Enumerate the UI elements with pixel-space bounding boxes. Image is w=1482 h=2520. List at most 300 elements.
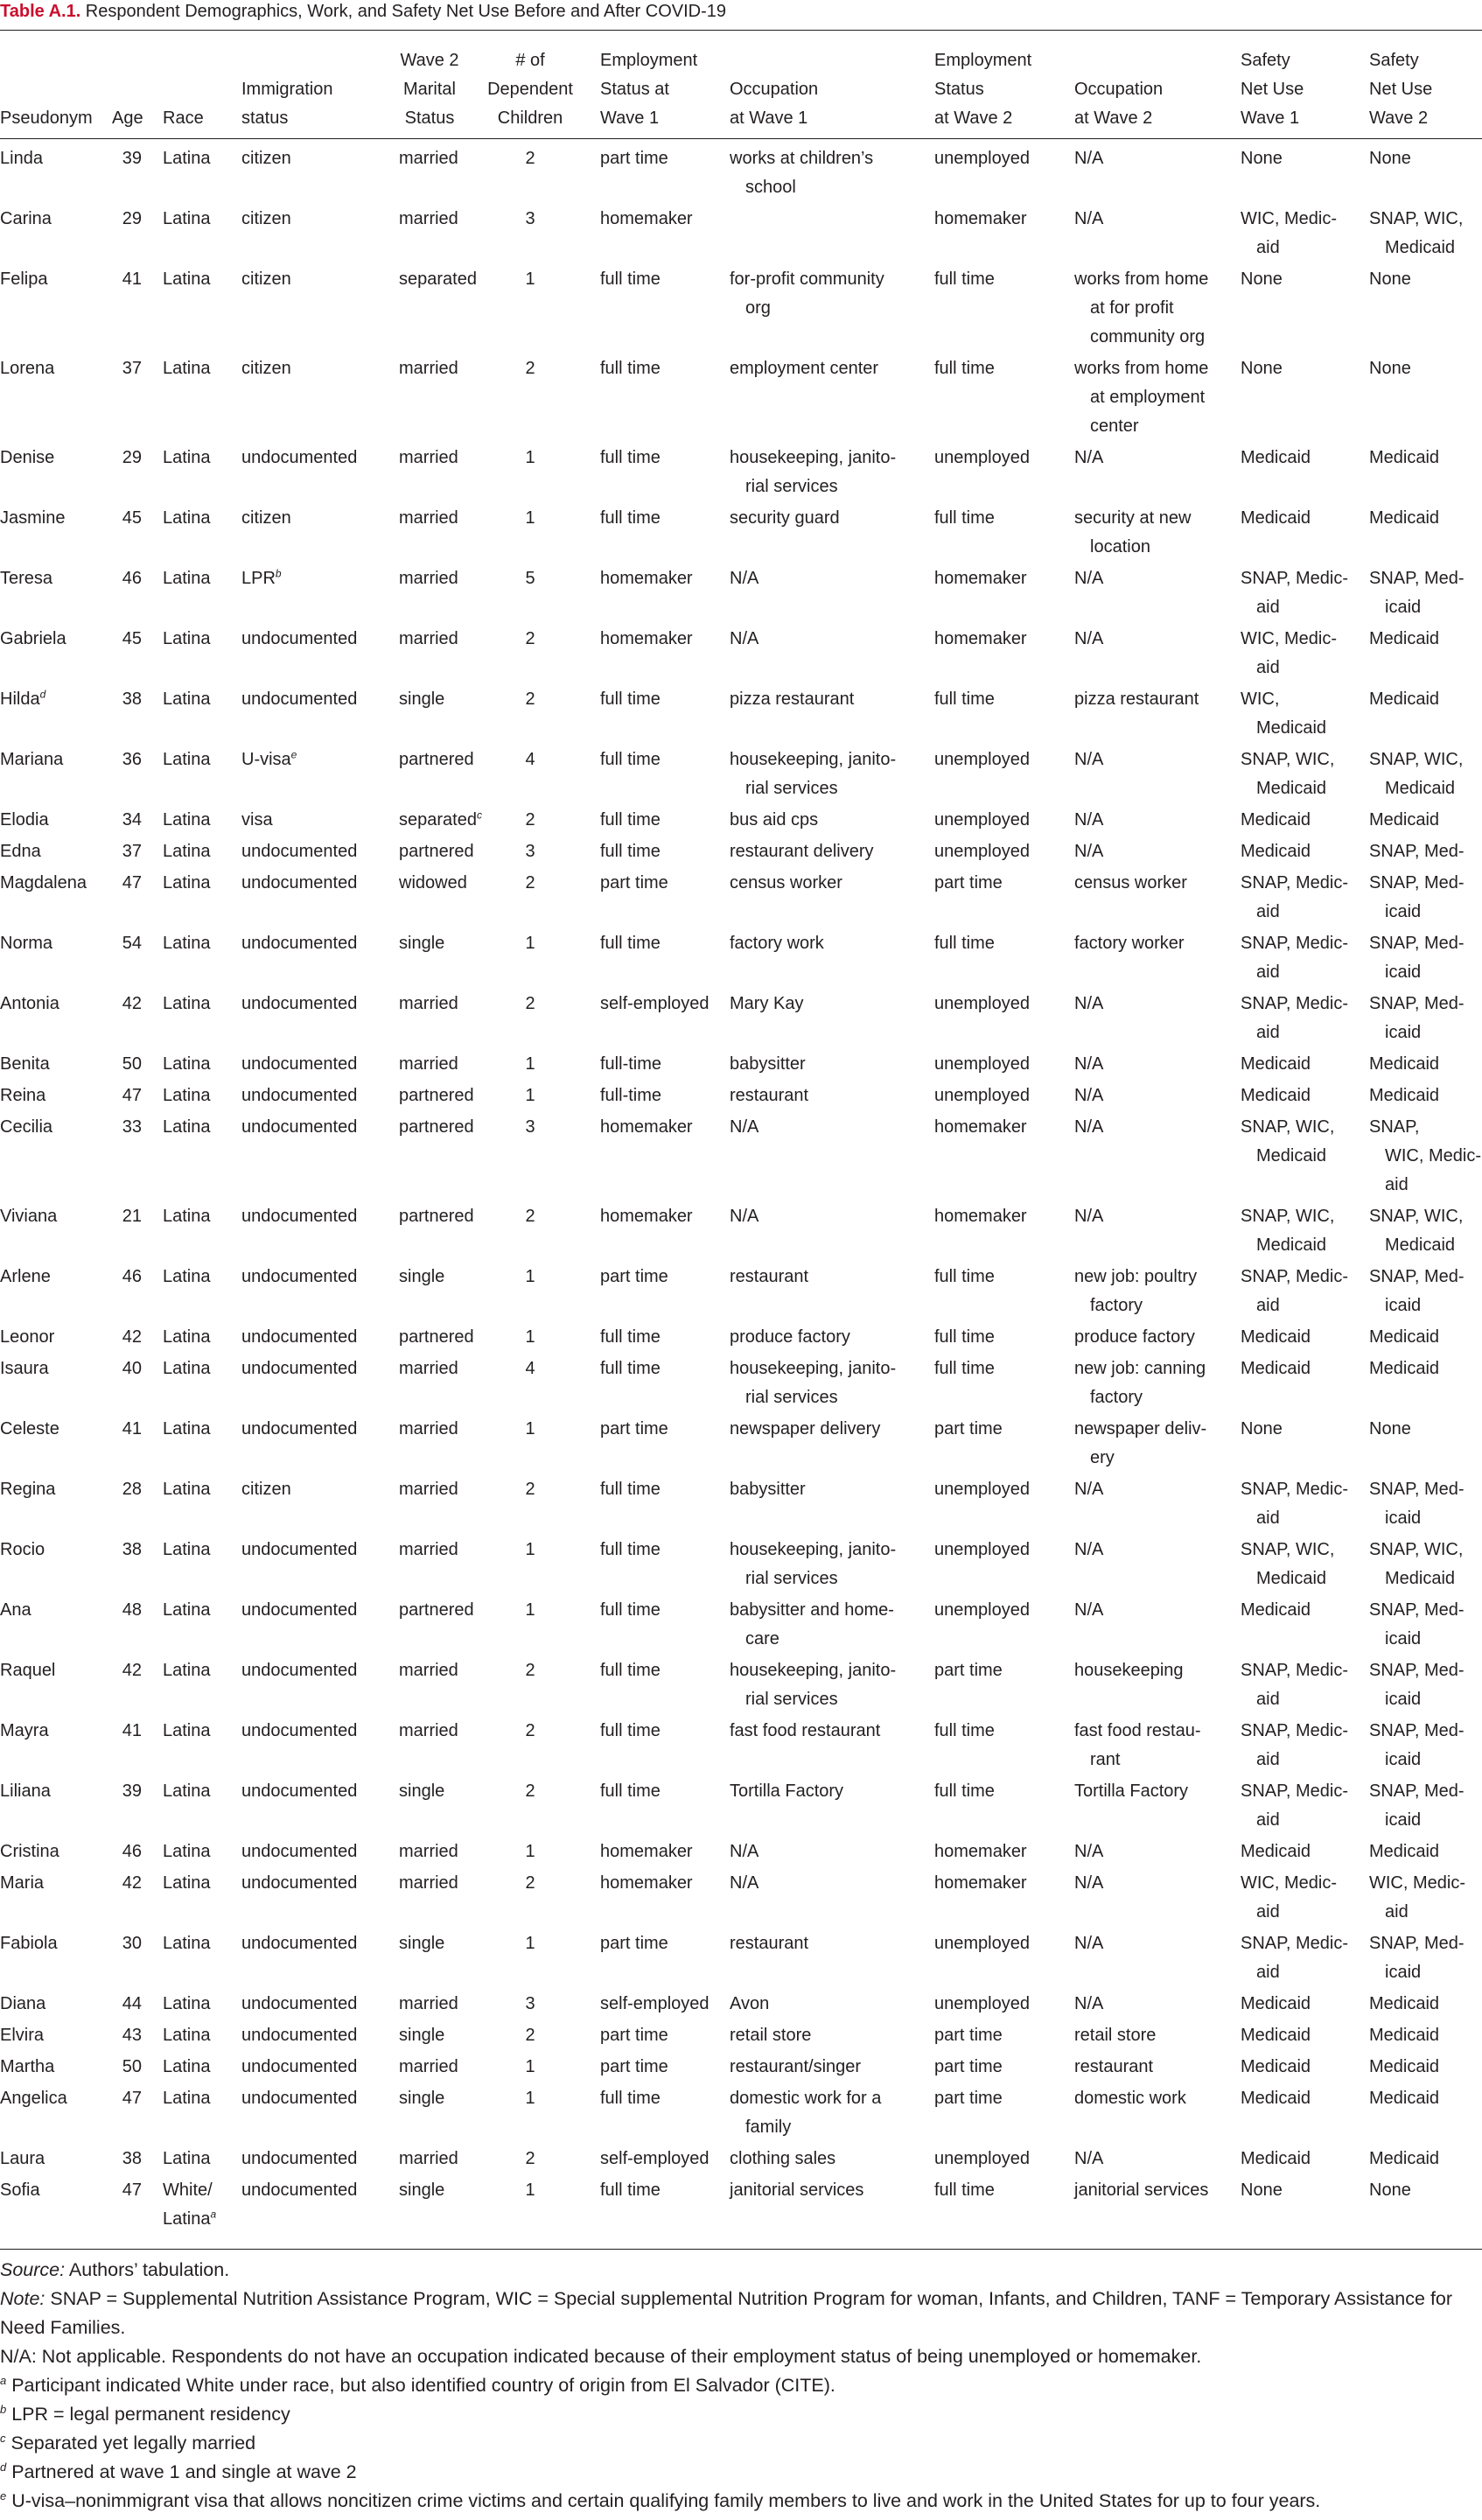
cell-occ1 xyxy=(730,746,934,803)
cell-emp2: full time xyxy=(934,934,995,953)
table-header-rule xyxy=(0,138,1482,139)
cell-pseudonym: Norma xyxy=(0,934,53,953)
cell-line: N/A xyxy=(730,569,759,588)
cell-marital: single xyxy=(399,1782,445,1801)
cell-emp1: homemaker xyxy=(600,1873,693,1893)
cell-immigration: citizen xyxy=(241,508,291,528)
cell-occ1 xyxy=(730,685,934,714)
cell-line: SNAP, WIC, xyxy=(1241,1540,1335,1559)
cell-occ2 xyxy=(1074,806,1241,835)
cell-pseudonym: Diana xyxy=(0,1994,46,2013)
cell-line: fast food restaurant xyxy=(730,1721,881,1740)
cell-line: N/A xyxy=(1074,448,1104,467)
cell-line: at for profit xyxy=(1090,298,1174,318)
cell-emp2: homemaker xyxy=(934,1873,1027,1893)
cell-emp2: unemployed xyxy=(934,810,1030,830)
cell-immigration: citizen xyxy=(241,1480,291,1499)
cell-snu2 xyxy=(1369,990,1482,1047)
cell-snu1 xyxy=(1241,2176,1369,2205)
table-row xyxy=(0,1717,1482,1777)
column-header-line: Safety xyxy=(1241,51,1290,70)
cell-line: restaurant xyxy=(1074,2057,1154,2076)
cell-race: Latina xyxy=(163,629,211,648)
cell-pseudonym: Rocio xyxy=(0,1540,45,1559)
cell-occ2 xyxy=(1074,1475,1241,1504)
cell-snu1 xyxy=(1241,1777,1369,1835)
table-row xyxy=(0,625,1482,685)
cell-line: icaid xyxy=(1385,598,1422,617)
cell-snu1 xyxy=(1241,806,1369,835)
cell-race: Latina xyxy=(163,1842,211,1861)
cell-marital: single xyxy=(399,934,445,953)
cell-line: N/A xyxy=(730,1873,759,1893)
cell-pseudonym: Jasmine xyxy=(0,508,66,528)
cell-snu2 xyxy=(1369,2145,1482,2174)
cell-race: Latina xyxy=(163,1782,211,1801)
cell-line: N/A xyxy=(1074,842,1104,861)
cell-race: Latina xyxy=(163,1994,211,2013)
cell-occ1 xyxy=(730,1929,934,1958)
cell-race: Latina xyxy=(163,934,211,953)
cell-emp1: homemaker xyxy=(600,209,693,228)
cell-snu2 xyxy=(1369,1354,1482,1383)
cell-snu2 xyxy=(1369,1082,1482,1110)
cell-pseudonym: Linda xyxy=(0,149,43,168)
cell-emp2: unemployed xyxy=(934,448,1030,467)
cell-line: Medicaid xyxy=(1241,1327,1311,1347)
cell-age: 29 xyxy=(122,448,142,467)
cell-line: aid xyxy=(1256,598,1280,617)
cell-race: Latina xyxy=(163,1721,211,1740)
cell-immigration: undocumented xyxy=(241,2180,358,2200)
cell-snu1 xyxy=(1241,144,1369,173)
cell-race: Latina xyxy=(163,1054,211,1074)
cell-marital: married xyxy=(399,1359,458,1378)
cell-line: Medicaid xyxy=(1369,2026,1440,2045)
cell-occ2 xyxy=(1074,1415,1241,1473)
cell-marital: single xyxy=(399,2180,445,2200)
cell-age: 41 xyxy=(122,270,142,289)
cell-race: Latina xyxy=(163,1480,211,1499)
cell-occ1 xyxy=(730,837,934,866)
cell-line: Medicaid xyxy=(1385,238,1456,257)
cell-snu2 xyxy=(1369,1536,1482,1593)
cell-line: factory xyxy=(1090,1388,1143,1407)
cell-snu1 xyxy=(1241,837,1369,866)
cell-children: 1 xyxy=(525,1327,535,1347)
cell-line: icaid xyxy=(1385,1296,1422,1315)
cell-line: Medicaid xyxy=(1369,1842,1440,1861)
cell-line: center xyxy=(1090,416,1139,436)
column-header-line: Wave 1 xyxy=(1241,108,1300,128)
cell-line: None xyxy=(1369,1419,1411,1438)
cell-children: 2 xyxy=(525,994,535,1013)
cell-emp2: unemployed xyxy=(934,1600,1030,1620)
cell-line: factory worker xyxy=(1074,934,1185,953)
cell-line: Medicaid xyxy=(1241,2057,1311,2076)
cell-race: Latina xyxy=(163,1600,211,1620)
cell-snu2 xyxy=(1369,265,1482,294)
table-row xyxy=(0,1777,1482,1838)
cell-line: None xyxy=(1241,1419,1283,1438)
column-header-line: Immigration xyxy=(241,80,333,99)
column-header-line: Employment xyxy=(600,51,698,70)
cell-race: Latina xyxy=(163,569,211,588)
cell-line: Medicaid xyxy=(1385,1569,1456,1588)
cell-occ1 xyxy=(730,144,934,202)
cell-age: 40 xyxy=(122,1359,142,1378)
cell-occ1 xyxy=(730,869,934,898)
table-row xyxy=(0,1050,1482,1082)
cell-emp2: full time xyxy=(934,270,995,289)
cell-race: Latina xyxy=(163,2057,211,2076)
column-header-line: Wave 1 xyxy=(600,108,660,128)
footnote-text: LPR = legal permanent residency xyxy=(6,2404,290,2425)
cell-marital: single xyxy=(399,2026,445,2045)
cell-pseudonym: Angelica xyxy=(0,2089,67,2108)
cell-line: N/A xyxy=(1074,1086,1104,1105)
column-header-occ1 xyxy=(730,75,952,133)
cell-snu1 xyxy=(1241,929,1369,987)
cell-pseudonym: Teresa xyxy=(0,569,53,588)
cell-line: SNAP, WIC, xyxy=(1241,750,1335,769)
cell-pseudonym: Martha xyxy=(0,2057,55,2076)
cell-line: icaid xyxy=(1385,1750,1422,1769)
abbrev-note: Note: SNAP = Supplemental Nutrition Assistance Program, WIC = Special supplemental Nutrition Program for woman, Infants, and Children, TANF = Temporary Assistance for Need Families. xyxy=(0,2288,1453,2338)
column-header-line: Wave 2 xyxy=(1369,108,1429,128)
cell-pseudonym: Cecilia xyxy=(0,1117,53,1137)
cell-children: 2 xyxy=(525,1661,535,1680)
cell-line: N/A xyxy=(1074,629,1104,648)
cell-snu2 xyxy=(1369,1596,1482,1654)
cell-marital: married xyxy=(399,994,458,1013)
column-header-line: Employment xyxy=(934,51,1032,70)
cell-age: 42 xyxy=(122,1661,142,1680)
cell-occ2 xyxy=(1074,2053,1241,2082)
cell-marital: partnered xyxy=(399,1117,474,1137)
cell-emp1: homemaker xyxy=(600,1842,693,1861)
table-row xyxy=(0,1082,1482,1113)
cell-children: 3 xyxy=(525,1994,535,2013)
column-header-line: Marital xyxy=(402,80,456,99)
cell-age: 38 xyxy=(122,1540,142,1559)
cell-emp2: unemployed xyxy=(934,842,1030,861)
cell-line: SNAP, Med- xyxy=(1369,569,1465,588)
cell-immigration: undocumented xyxy=(241,934,358,953)
cell-immigration: undocumented xyxy=(241,1207,358,1226)
cell-immigration: undocumented xyxy=(241,1117,358,1137)
cell-children: 4 xyxy=(525,1359,535,1378)
cell-snu1 xyxy=(1241,685,1369,743)
cell-emp2: unemployed xyxy=(934,2149,1030,2168)
cell-snu1 xyxy=(1241,564,1369,622)
cell-children: 2 xyxy=(525,2026,535,2045)
cell-occ1 xyxy=(730,354,934,383)
cell-emp1: full time xyxy=(600,359,661,378)
cell-occ1 xyxy=(730,1050,934,1079)
cell-age: 47 xyxy=(122,1086,142,1105)
cell-marital: partnered xyxy=(399,1086,474,1105)
cell-children: 2 xyxy=(525,1207,535,1226)
cell-immigration: LPR$^b$ xyxy=(241,567,282,588)
cell-occ2 xyxy=(1074,1263,1241,1320)
cell-line: security at new xyxy=(1074,508,1192,528)
cell-snu1 xyxy=(1241,2145,1369,2174)
cell-occ2 xyxy=(1074,1202,1241,1231)
cell-occ1 xyxy=(730,1354,934,1412)
cell-age: 54 xyxy=(122,934,142,953)
cell-snu2 xyxy=(1369,1475,1482,1533)
cell-emp1: part time xyxy=(600,1419,668,1438)
cell-line: care xyxy=(745,1629,779,1648)
cell-pseudonym: Elvira xyxy=(0,2026,45,2045)
cell-line: rial services xyxy=(745,779,838,798)
cell-immigration: citizen xyxy=(241,209,291,228)
cell-emp1: full-time xyxy=(600,1054,662,1074)
cell-pseudonym: Leonor xyxy=(0,1327,55,1347)
table-row xyxy=(0,354,1482,444)
cell-immigration: undocumented xyxy=(241,1054,358,1074)
cell-children: 5 xyxy=(525,569,535,588)
cell-line: aid xyxy=(1256,1508,1280,1528)
cell-line: newspaper delivery xyxy=(730,1419,881,1438)
cell-line: SNAP, Med- xyxy=(1369,1721,1465,1740)
cell-occ1 xyxy=(730,1082,934,1110)
cell-marital: partnered xyxy=(399,750,474,769)
cell-marital: married xyxy=(399,209,458,228)
cell-line: SNAP, Med- xyxy=(1369,1934,1465,1953)
table-row xyxy=(0,2176,1482,2236)
cell-marital: married xyxy=(399,2057,458,2076)
column-header-emp2 xyxy=(934,46,1092,133)
table-row xyxy=(0,2145,1482,2176)
table-row xyxy=(0,1656,1482,1717)
cell-race: Latina xyxy=(163,873,211,892)
cell-line: aid xyxy=(1256,1963,1280,1982)
table-row xyxy=(0,2021,1482,2053)
cell-snu1 xyxy=(1241,2021,1369,2050)
cell-snu1 xyxy=(1241,990,1369,1047)
cell-emp2: homemaker xyxy=(934,569,1027,588)
cell-line: Medicaid xyxy=(1256,1569,1327,1588)
cell-pseudonym: Sofia xyxy=(0,2180,40,2200)
cell-pseudonym: Edna xyxy=(0,842,41,861)
cell-age: 30 xyxy=(122,1934,142,1953)
cell-line: bus aid cps xyxy=(730,810,819,830)
cell-emp2: homemaker xyxy=(934,1117,1027,1137)
cell-race: Latina xyxy=(163,359,211,378)
cell-emp1: self-employed xyxy=(600,2149,710,2168)
table-row xyxy=(0,1990,1482,2021)
cell-marital: single xyxy=(399,2089,445,2108)
cell-line: icaid xyxy=(1385,1690,1422,1709)
cell-line: pizza restaurant xyxy=(730,690,855,709)
cell-children: 1 xyxy=(525,1419,535,1438)
cell-age: 34 xyxy=(122,810,142,830)
cell-occ2 xyxy=(1074,1323,1241,1352)
cell-line: restaurant xyxy=(730,1086,809,1105)
footnotes xyxy=(0,2371,1482,2516)
cell-emp2: part time xyxy=(934,2089,1003,2108)
cell-occ2 xyxy=(1074,685,1241,714)
cell-snu1 xyxy=(1241,1202,1369,1260)
cell-pseudonym: Liliana xyxy=(0,1782,51,1801)
cell-marital: married xyxy=(399,1721,458,1740)
cell-emp2: full time xyxy=(934,359,995,378)
cell-occ1 xyxy=(730,1838,934,1866)
cell-snu1 xyxy=(1241,354,1369,383)
table-row xyxy=(0,2084,1482,2145)
cell-line: N/A xyxy=(1074,2149,1104,2168)
cell-line: icaid xyxy=(1385,1629,1422,1648)
cell-immigration: undocumented xyxy=(241,1359,358,1378)
cell-marital: married xyxy=(399,629,458,648)
cell-line: SNAP, WIC, xyxy=(1369,1540,1464,1559)
cell-emp1: homemaker xyxy=(600,569,693,588)
cell-line: clothing sales xyxy=(730,2149,836,2168)
cell-snu1 xyxy=(1241,205,1369,262)
cell-line: WIC, Medic- xyxy=(1369,1873,1465,1893)
cell-occ2 xyxy=(1074,564,1241,593)
cell-immigration: visa xyxy=(241,810,273,830)
cell-marital: separated$^c$ xyxy=(399,808,482,830)
cell-line: aid xyxy=(1256,1902,1280,1922)
cell-children: 1 xyxy=(525,1934,535,1953)
cell-line: Medicaid xyxy=(1385,1236,1456,1255)
cell-snu1 xyxy=(1241,1869,1369,1927)
cell-line: SNAP, Medic- xyxy=(1241,873,1349,892)
cell-occ2 xyxy=(1074,144,1241,173)
cell-emp2: unemployed xyxy=(934,1934,1030,1953)
cell-pseudonym: Cristina xyxy=(0,1842,59,1861)
cell-occ2 xyxy=(1074,746,1241,774)
cell-pseudonym: Antonia xyxy=(0,994,59,1013)
cell-occ2 xyxy=(1074,1990,1241,2019)
cell-line: SNAP, Medic- xyxy=(1241,1721,1349,1740)
cell-emp1: part time xyxy=(600,2026,668,2045)
cell-race: Latina xyxy=(163,1661,211,1680)
cell-line: aid xyxy=(1256,1810,1280,1830)
column-header-marital xyxy=(395,46,464,133)
cell-snu1 xyxy=(1241,1990,1369,2019)
cell-emp2: unemployed xyxy=(934,750,1030,769)
cell-race: Latina xyxy=(163,1267,211,1286)
cell-occ1 xyxy=(730,2053,934,2082)
table-row xyxy=(0,265,1482,354)
cell-snu1 xyxy=(1241,444,1369,472)
cell-immigration: undocumented xyxy=(241,2057,358,2076)
cell-pseudonym: Carina xyxy=(0,209,52,228)
cell-line: Medicaid xyxy=(1369,448,1440,467)
cell-marital: separated xyxy=(399,270,477,289)
cell-emp1: full time xyxy=(600,270,661,289)
cell-line: aid xyxy=(1256,1750,1280,1769)
table-row xyxy=(0,837,1482,869)
cell-line: None xyxy=(1369,149,1411,168)
cell-emp2: full time xyxy=(934,1721,995,1740)
table-row xyxy=(0,1354,1482,1415)
cell-line: pizza restaurant xyxy=(1074,690,1199,709)
column-header-line: at Wave 2 xyxy=(1074,108,1153,128)
table-row xyxy=(0,1475,1482,1536)
cell-line: Tortilla Factory xyxy=(1074,1782,1189,1801)
cell-occ1 xyxy=(730,1717,934,1746)
cell-marital: married xyxy=(399,1842,458,1861)
cell-snu1 xyxy=(1241,1536,1369,1593)
cell-occ1 xyxy=(730,929,934,958)
column-header-line: Net Use xyxy=(1241,80,1304,99)
cell-snu2 xyxy=(1369,2021,1482,2050)
cell-children: 1 xyxy=(525,270,535,289)
cell-occ2 xyxy=(1074,1082,1241,1110)
cell-emp2: homemaker xyxy=(934,209,1027,228)
cell-occ2 xyxy=(1074,2084,1241,2113)
cell-age: 21 xyxy=(122,1207,142,1226)
cell-children: 2 xyxy=(525,1480,535,1499)
cell-occ1 xyxy=(730,1596,934,1654)
cell-children: 1 xyxy=(525,934,535,953)
cell-line: Medicaid xyxy=(1369,690,1440,709)
cell-line: newspaper deliv- xyxy=(1074,1419,1207,1438)
cell-line: SNAP, Medic- xyxy=(1241,1267,1349,1286)
cell-immigration: citizen xyxy=(241,149,291,168)
cell-snu1 xyxy=(1241,1354,1369,1383)
cell-race: Latina xyxy=(163,750,211,769)
cell-marital: married xyxy=(399,1994,458,2013)
cell-line: retail store xyxy=(730,2026,812,2045)
cell-line: Medicaid xyxy=(1241,1086,1311,1105)
table-row xyxy=(0,1929,1482,1990)
cell-pseudonym: Laura xyxy=(0,2149,45,2168)
column-header-line: Age xyxy=(112,108,143,128)
cell-snu2 xyxy=(1369,444,1482,472)
cell-line: rial services xyxy=(745,1690,838,1709)
cell-occ2 xyxy=(1074,625,1241,654)
cell-immigration: undocumented xyxy=(241,1934,358,1953)
footnote-text: U-visa–nonimmigrant visa that allows noncitizen crime victims and certain qualifying family members to live and work in the United States for up to four years. xyxy=(6,2490,1321,2511)
table-body xyxy=(0,144,1482,2236)
cell-snu1 xyxy=(1241,1263,1369,1320)
cell-line: N/A xyxy=(1074,994,1104,1013)
table-row xyxy=(0,869,1482,929)
cell-line: Medicaid xyxy=(1241,1600,1311,1620)
column-header-snu1 xyxy=(1241,46,1387,133)
cell-occ2 xyxy=(1074,929,1241,958)
cell-line: org xyxy=(745,298,771,318)
cell-line: aid xyxy=(1256,962,1280,982)
cell-line: babysitter xyxy=(730,1480,806,1499)
cell-immigration: undocumented xyxy=(241,2026,358,2045)
cell-race: Latina xyxy=(163,1934,211,1953)
cell-line: Medicaid xyxy=(1241,842,1311,861)
cell-age: 44 xyxy=(122,1994,142,2013)
cell-occ2 xyxy=(1074,504,1241,562)
cell-immigration: U-visa$^e$ xyxy=(241,748,297,769)
cell-snu1 xyxy=(1241,869,1369,927)
table-row xyxy=(0,1323,1482,1354)
cell-line: census worker xyxy=(730,873,842,892)
cell-age: 29 xyxy=(122,209,142,228)
cell-line: None xyxy=(1241,149,1283,168)
cell-snu2 xyxy=(1369,1323,1482,1352)
cell-emp1: full time xyxy=(600,842,661,861)
cell-age: 45 xyxy=(122,629,142,648)
cell-occ2 xyxy=(1074,837,1241,866)
cell-snu1 xyxy=(1241,1838,1369,1866)
cell-occ2 xyxy=(1074,205,1241,234)
cell-line: aid xyxy=(1385,1175,1409,1194)
cell-emp2: homemaker xyxy=(934,629,1027,648)
